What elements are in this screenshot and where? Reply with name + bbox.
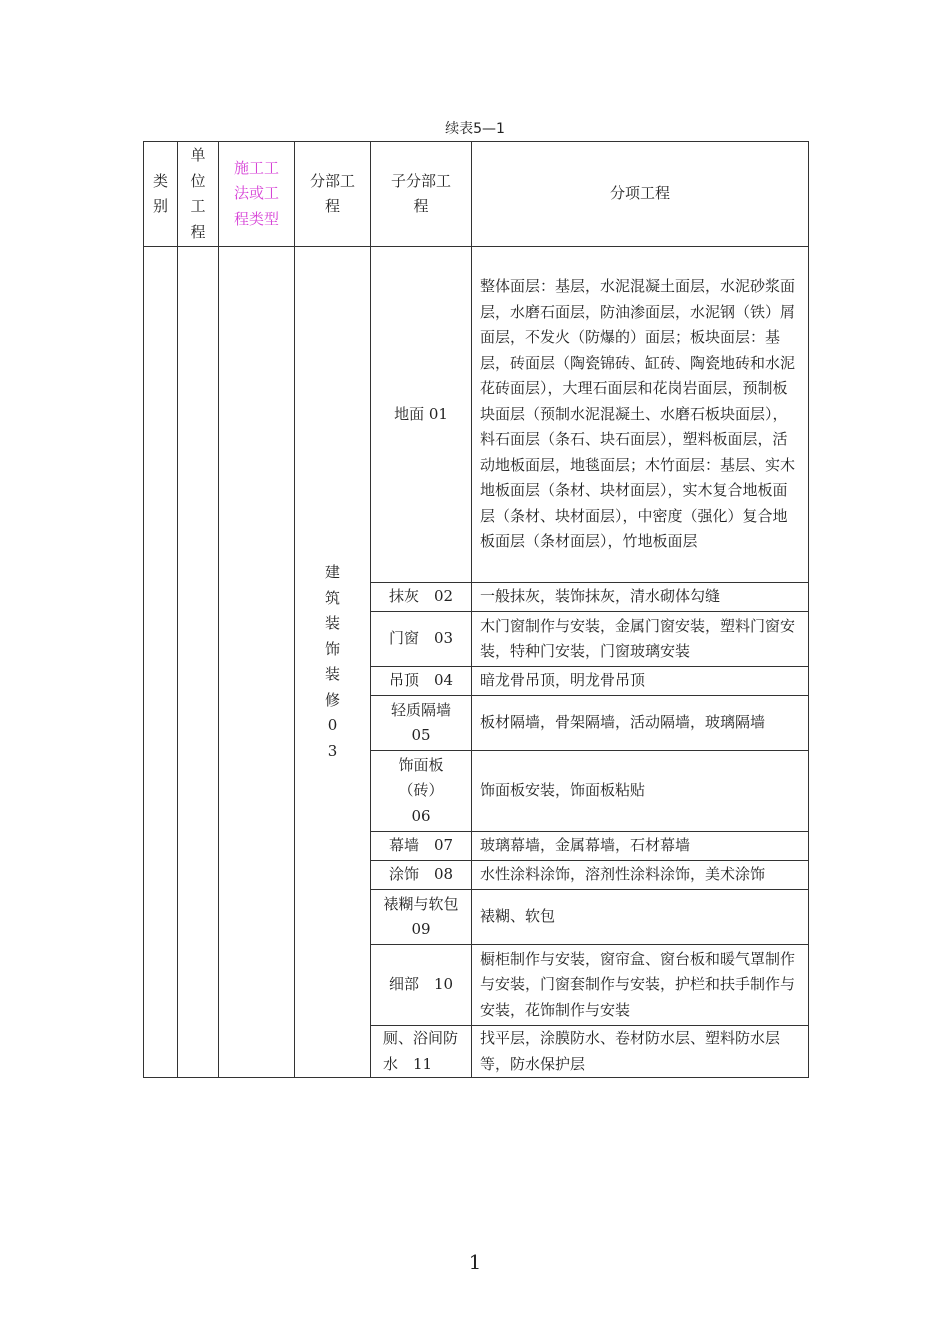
table-caption: 续表5—1 [445, 121, 505, 137]
items-cell: 橱柜制作与安装，窗帘盒、窗台板和暖气罩制作与安装，门窗套制作与安装，护栏和扶手制作与安装，花饰制作与安装 [472, 945, 809, 1026]
subdivision-cell: 涂饰 08 [371, 861, 472, 890]
division-value: 建筑装饰装修 03 [324, 563, 340, 760]
header-category: 类别 [144, 142, 178, 247]
subdivision-cell: 厕、浴间防水 11 [371, 1026, 472, 1078]
category-cell [144, 247, 178, 1078]
division-table [143, 141, 809, 1078]
subdivision-cell: 轻质隔墙 05 [371, 696, 472, 751]
items-cell: 水性涂料涂饰，溶剂性涂料涂饰，美术涂饰 [472, 861, 809, 890]
subdivision-cell: 饰面板（砖）06 [371, 751, 472, 832]
items-cell: 找平层，涂膜防水、卷材防水层、塑料防水层等，防水保护层 [472, 1026, 809, 1078]
items-cell: 饰面板安装，饰面板粘贴 [472, 751, 809, 832]
items-cell: 裱糊、软包 [472, 890, 809, 945]
header-items: 分项工程 [472, 142, 809, 247]
items-cell: 一般抹灰，装饰抹灰，清水砌体勾缝 [472, 583, 809, 612]
subdivision-cell: 吊顶 04 [371, 667, 472, 696]
method-cell [219, 247, 295, 1078]
subdivision-cell: 抹灰 02 [371, 583, 472, 612]
header-method: 施工工法或工程类型 [219, 142, 295, 247]
division-cell [295, 247, 371, 1078]
header-subdivision: 子分部工程 [371, 142, 472, 247]
subdivision-cell: 地面 01 [371, 247, 472, 583]
items-cell: 整体面层：基层，水泥混凝土面层，水泥砂浆面层，水磨石面层，防油渗面层，水泥钢（铁）屑面层，不发火（防爆的）面层；板块面层：基层，砖面层（陶瓷锦砖、缸砖、陶瓷地砖和水泥花砖面层），大理石面层和花岗岩面层，预制板块面层（预制水泥混凝土、水磨石板块面层），料石面层（条石、块石面层），塑料板面层，活动地板面层，地毯面层；木竹面层：基层、实木地板面层（条材、块材面层），实木复合地板面层（条材、块材面层），中密度（强化）复合地板面层（条材面层），竹地板面层 [472, 247, 809, 583]
header-row [144, 142, 809, 247]
subdivision-cell: 裱糊与软包 09 [371, 890, 472, 945]
subdivision-cell: 幕墙 07 [371, 832, 472, 861]
table-row [144, 247, 809, 583]
items-cell: 板材隔墙，骨架隔墙，活动隔墙，玻璃隔墙 [472, 696, 809, 751]
header-division: 分部工程 [295, 142, 371, 247]
items-cell: 暗龙骨吊顶，明龙骨吊顶 [472, 667, 809, 696]
subdivision-cell: 门窗 03 [371, 612, 472, 667]
page-number: 1 [468, 1250, 482, 1274]
subdivision-cell: 细部 10 [371, 945, 472, 1026]
header-unit: 单位工程 [178, 142, 219, 247]
unit-cell [178, 247, 219, 1078]
items-cell: 玻璃幕墙，金属幕墙，石材幕墙 [472, 832, 809, 861]
items-cell: 木门窗制作与安装，金属门窗安装，塑料门窗安装，特种门安装，门窗玻璃安装 [472, 612, 809, 667]
